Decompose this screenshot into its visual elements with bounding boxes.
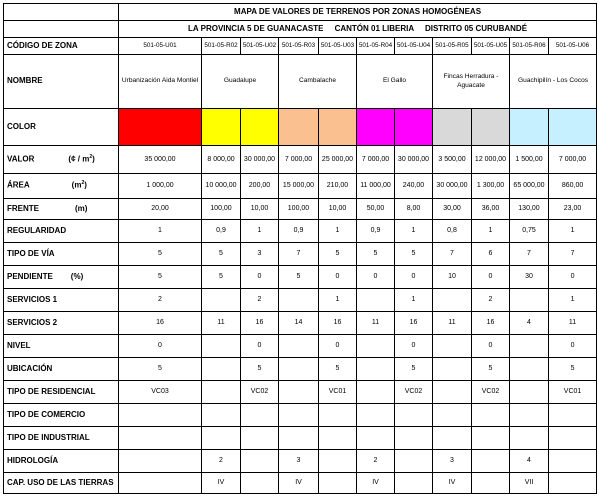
row-label-pendiente [4,266,119,289]
hidrologia-cell: 4 [510,450,549,473]
area-cell: 10 000,00 [202,174,241,199]
row-label-text: SERVICIOS 2 [7,317,58,327]
unit-close: ) [84,180,87,190]
pendiente-cell: 0 [319,266,357,289]
row-label-text: CAP. USO DE LAS TIERRAS [7,477,114,487]
valor-cell: 7 000,00 [279,146,319,174]
servicios1-cell: 1 [395,289,433,312]
tipo-residencial-cell [279,381,319,404]
nivel-cell: 0 [472,335,510,358]
nivel-cell: 0 [319,335,357,358]
regularidad-cell: 0,9 [357,220,395,243]
tipo-via-cell: 7 [433,243,472,266]
zone-color-swatch [357,109,395,146]
nivel-cell: 0 [241,335,279,358]
cap-uso-cell: IV [433,473,472,494]
row-tipo-comercio [4,404,597,427]
tipo-comercio-cell [510,404,549,427]
cap-uso-cell [549,473,597,494]
row-area [4,174,597,199]
tipo-via-cell: 5 [395,243,433,266]
regularidad-cell: 1 [319,220,357,243]
pendiente-cell: 0 [395,266,433,289]
tipo-residencial-cell: VC02 [395,381,433,404]
row-codigo-zona [4,38,597,55]
title-row [4,4,597,21]
zone-name-cell: Cambalache [279,55,357,109]
nivel-cell [279,335,319,358]
pendiente-cell: 0 [472,266,510,289]
ubicacion-cell: 5 [472,358,510,381]
frente-cell: 20,00 [119,199,202,220]
hidrologia-cell [472,450,510,473]
row-unit [72,181,87,190]
nivel-cell: 0 [395,335,433,358]
row-label-tipo-comercio [4,404,119,427]
zone-color-swatch [241,109,279,146]
tipo-residencial-cell: VC03 [119,381,202,404]
row-label-text: ÁREA [7,180,30,190]
tipo-via-cell: 7 [549,243,597,266]
row-label-text: FRENTE [7,203,39,213]
tipo-industrial-cell [357,427,395,450]
tipo-residencial-cell: VC01 [319,381,357,404]
row-label-text: CÓDIGO DE ZONA [7,40,78,50]
row-label-codigo [4,38,119,55]
zone-code-cell: 501-05-U01 [119,38,202,55]
servicios2-cell: 16 [319,312,357,335]
servicios1-cell: 1 [319,289,357,312]
zone-color-swatch [549,109,597,146]
zone-color-swatch [202,109,241,146]
subtitle-row [4,21,597,38]
area-cell: 210,00 [319,174,357,199]
area-cell: 1 000,00 [119,174,202,199]
servicios2-cell: 14 [279,312,319,335]
servicios1-cell: 2 [241,289,279,312]
row-tipo-residencial [4,381,597,404]
servicios1-cell [433,289,472,312]
servicios1-cell [357,289,395,312]
nivel-cell [433,335,472,358]
zone-name-cell: Fincas Herradura - Aguacate [433,55,510,109]
tipo-comercio-cell [241,404,279,427]
row-label-frente [4,199,119,220]
row-nombre [4,55,597,109]
row-label-text: TIPO DE COMERCIO [7,409,86,419]
servicios1-cell: 2 [472,289,510,312]
row-hidrologia [4,450,597,473]
servicios1-cell: 2 [119,289,202,312]
cap-uso-cell [319,473,357,494]
hidrologia-cell: 3 [279,450,319,473]
row-label-color [4,109,119,146]
row-label-ubicacion [4,358,119,381]
ubicacion-cell [357,358,395,381]
pendiente-cell: 0 [357,266,395,289]
servicios1-cell [510,289,549,312]
valor-cell: 7 000,00 [357,146,395,174]
row-color [4,109,597,146]
unit-superscript: 2 [81,180,85,187]
row-label-servicios1 [4,289,119,312]
tipo-comercio-cell [319,404,357,427]
unit-close: ) [92,154,95,164]
valor-cell: 1 500,00 [510,146,549,174]
frente-cell: 30,00 [433,199,472,220]
area-cell: 1 300,00 [472,174,510,199]
nivel-cell: 0 [119,335,202,358]
ubicacion-cell [433,358,472,381]
tipo-comercio-cell [119,404,202,427]
hidrologia-cell: 3 [433,450,472,473]
tipo-comercio-cell [549,404,597,427]
values-table [3,3,597,494]
regularidad-cell: 1 [241,220,279,243]
zone-code-cell: 501-05-R05 [433,38,472,55]
tipo-industrial-cell [279,427,319,450]
cap-uso-cell: IV [357,473,395,494]
tipo-industrial-cell [549,427,597,450]
zone-code-cell: 501-05-R03 [279,38,319,55]
cap-uso-cell: IV [202,473,241,494]
zone-color-swatch [472,109,510,146]
servicios2-cell: 16 [472,312,510,335]
area-cell: 65 000,00 [510,174,549,199]
nivel-cell [202,335,241,358]
tipo-industrial-cell [202,427,241,450]
nivel-cell [357,335,395,358]
zone-code-cell: 501-05-R02 [202,38,241,55]
pendiente-cell: 5 [202,266,241,289]
row-unit: (m) [75,203,88,213]
tipo-industrial-cell [241,427,279,450]
valor-cell: 8 000,00 [202,146,241,174]
tipo-comercio-cell [395,404,433,427]
tipo-industrial-cell [119,427,202,450]
tipo-comercio-cell [472,404,510,427]
row-label-cap-uso [4,473,119,494]
servicios2-cell: 4 [510,312,549,335]
row-label-servicios2 [4,312,119,335]
regularidad-cell: 1 [549,220,597,243]
tipo-via-cell: 5 [319,243,357,266]
servicios1-cell [279,289,319,312]
row-servicios-1 [4,289,597,312]
zone-color-swatch [279,109,319,146]
zone-name-cell: Urbanización Aida Montiel [119,55,202,109]
cap-uso-cell [395,473,433,494]
row-nivel [4,335,597,358]
ubicacion-cell: 5 [395,358,433,381]
valor-cell: 12 000,00 [472,146,510,174]
row-label-nombre [4,55,119,109]
zone-name-cell: El Gallo [357,55,433,109]
cap-uso-cell: VII [510,473,549,494]
row-label-text: HIDROLOGÍA [7,455,59,465]
tipo-residencial-cell [357,381,395,404]
valor-cell: 30 000,00 [241,146,279,174]
row-label-tipo-industrial [4,427,119,450]
area-cell: 200,00 [241,174,279,199]
hidrologia-cell [319,450,357,473]
pendiente-cell: 0 [549,266,597,289]
servicios2-cell: 16 [395,312,433,335]
area-cell: 860,00 [549,174,597,199]
valor-cell: 3 500,00 [433,146,472,174]
servicios1-cell: 1 [549,289,597,312]
hidrologia-cell [241,450,279,473]
zone-code-cell: 501-05-R06 [510,38,549,55]
row-label-text: NIVEL [7,340,31,350]
row-valor [4,146,597,174]
regularidad-cell: 0,9 [202,220,241,243]
ubicacion-cell [279,358,319,381]
area-cell: 11 000,00 [357,174,395,199]
row-frente [4,199,597,220]
row-label-text: VALOR [7,154,35,164]
pendiente-cell: 0 [241,266,279,289]
tipo-via-cell: 5 [357,243,395,266]
tipo-industrial-cell [319,427,357,450]
tipo-industrial-cell [472,427,510,450]
tipo-comercio-cell [279,404,319,427]
tipo-via-cell: 6 [472,243,510,266]
row-cap-uso [4,473,597,494]
tipo-via-cell: 7 [510,243,549,266]
row-label-text: SERVICIOS 1 [7,294,58,304]
row-label-hidrologia [4,450,119,473]
row-regularidad [4,220,597,243]
row-ubicacion [4,358,597,381]
row-label-text: TIPO DE RESIDENCIAL [7,386,96,396]
regularidad-cell: 0,9 [279,220,319,243]
zone-code-cell: 501-05-U03 [319,38,357,55]
row-servicios-2 [4,312,597,335]
valor-cell: 35 000,00 [119,146,202,174]
frente-cell: 100,00 [202,199,241,220]
table-subtitle: LA PROVINCIA 5 DE GUANACASTE CANTÓN 01 LIBERIA DISTRITO 05 CURUBANDÉ [119,21,597,38]
zone-color-swatch [319,109,357,146]
frente-cell: 130,00 [510,199,549,220]
ubicacion-cell: 5 [319,358,357,381]
zone-color-swatch [510,109,549,146]
row-unit: (%) [70,271,84,281]
servicios2-cell: 16 [119,312,202,335]
frente-cell: 10,00 [319,199,357,220]
zone-name-cell: Guachipilín - Los Cocos [510,55,597,109]
tipo-industrial-cell [510,427,549,450]
servicios2-cell: 11 [202,312,241,335]
cap-uso-cell [241,473,279,494]
frente-cell: 100,00 [279,199,319,220]
hidrologia-cell [549,450,597,473]
unit-superscript: 2 [89,153,93,160]
ubicacion-cell: 5 [549,358,597,381]
regularidad-cell: 0,8 [433,220,472,243]
tipo-residencial-cell [510,381,549,404]
row-label-text: UBICACIÓN [7,363,53,373]
nivel-cell: 0 [549,335,597,358]
row-label-regularidad [4,220,119,243]
hidrologia-cell [119,450,202,473]
servicios2-cell: 16 [241,312,279,335]
frente-cell: 36,00 [472,199,510,220]
nivel-cell [510,335,549,358]
hidrologia-cell [395,450,433,473]
zone-code-cell: 501-05-R04 [357,38,395,55]
regularidad-cell: 0,75 [510,220,549,243]
zone-code-cell: 501-05-U05 [472,38,510,55]
pendiente-cell: 30 [510,266,549,289]
valor-cell: 25 000,00 [319,146,357,174]
tipo-residencial-cell [202,381,241,404]
hidrologia-cell: 2 [202,450,241,473]
tipo-industrial-cell [395,427,433,450]
servicios1-cell [202,289,241,312]
area-cell: 15 000,00 [279,174,319,199]
zone-code-cell: 501-05-U02 [241,38,279,55]
ubicacion-cell [510,358,549,381]
unit-text: (m [71,180,82,190]
row-label-valor [4,146,119,174]
row-label-nivel [4,335,119,358]
row-label-text: TIPO DE VÍA [7,248,55,258]
tipo-residencial-cell: VC02 [472,381,510,404]
zone-name-cell: Guadalupe [202,55,279,109]
cap-uso-cell: IV [279,473,319,494]
valor-cell: 7 000,00 [549,146,597,174]
ubicacion-cell: 5 [241,358,279,381]
row-tipo-industrial [4,427,597,450]
frente-cell: 23,00 [549,199,597,220]
tipo-industrial-cell [433,427,472,450]
row-label-text: COLOR [7,121,36,131]
zone-value-table [3,3,596,488]
tipo-via-cell: 7 [279,243,319,266]
row-label-text: REGULARIDAD [7,225,67,235]
row-label-text: NOMBRE [7,76,43,86]
frente-cell: 10,00 [241,199,279,220]
hidrologia-cell: 2 [357,450,395,473]
row-label-text: PENDIENTE [7,271,53,281]
area-cell: 240,00 [395,174,433,199]
servicios2-cell: 11 [433,312,472,335]
row-label-text: TIPO DE INDUSTRIAL [7,432,90,442]
zone-color-swatch [433,109,472,146]
valor-cell: 30 000,00 [395,146,433,174]
pendiente-cell: 5 [279,266,319,289]
row-label-tipo-residencial [4,381,119,404]
tipo-residencial-cell: VC01 [549,381,597,404]
zone-code-cell: 501-05-U06 [549,38,597,55]
unit-text: (¢ / m [68,154,90,164]
regularidad-cell: 1 [472,220,510,243]
tipo-residencial-cell [433,381,472,404]
table-title: MAPA DE VALORES DE TERRENOS POR ZONAS HOMOGÉNEAS [119,4,597,21]
cap-uso-cell [472,473,510,494]
zone-color-swatch [395,109,433,146]
tipo-comercio-cell [433,404,472,427]
tipo-residencial-cell: VC02 [241,381,279,404]
pendiente-cell: 10 [433,266,472,289]
row-pendiente [4,266,597,289]
cap-uso-cell [119,473,202,494]
area-cell: 30 000,00 [433,174,472,199]
servicios2-cell: 11 [549,312,597,335]
tipo-via-cell: 3 [241,243,279,266]
servicios2-cell: 11 [357,312,395,335]
tipo-via-cell: 5 [119,243,202,266]
row-tipo-via [4,243,597,266]
frente-cell: 50,00 [357,199,395,220]
row-label-area [4,174,119,199]
tipo-comercio-cell [357,404,395,427]
regularidad-cell: 1 [395,220,433,243]
pendiente-cell: 5 [119,266,202,289]
ubicacion-cell: 5 [119,358,202,381]
tipo-comercio-cell [202,404,241,427]
row-label-tipo-via [4,243,119,266]
zone-color-swatch [119,109,202,146]
ubicacion-cell [202,358,241,381]
tipo-via-cell: 5 [202,243,241,266]
row-unit [68,155,94,164]
regularidad-cell: 1 [119,220,202,243]
frente-cell: 8,00 [395,199,433,220]
zone-code-cell: 501-05-U04 [395,38,433,55]
